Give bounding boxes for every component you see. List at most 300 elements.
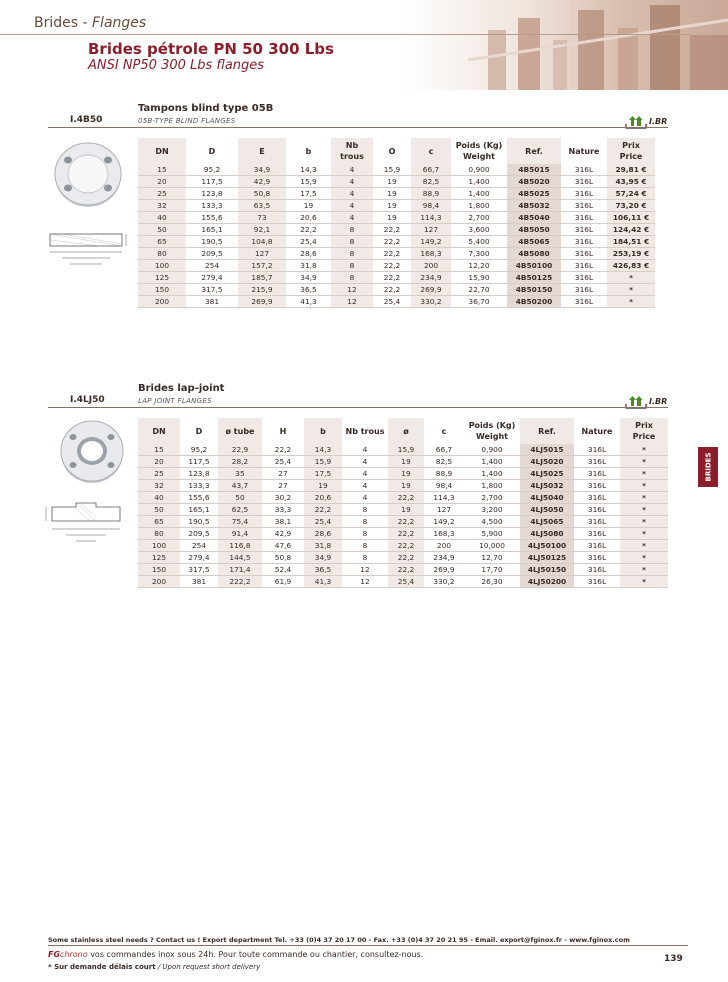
table-cell: 25,4 (286, 236, 331, 248)
table-cell: 123,8 (186, 188, 238, 200)
table-cell: 4LJ50100 (520, 540, 574, 552)
table-row (138, 200, 655, 212)
table-cell: * (620, 516, 668, 528)
table-cell: 34,9 (238, 164, 286, 176)
table-cell: 42,9 (262, 528, 304, 540)
table-cell: 317,5 (186, 284, 238, 296)
table-cell: 19 (286, 200, 331, 212)
table-cell: 4LJ5020 (520, 456, 574, 468)
table-cell: 22,2 (388, 516, 424, 528)
table-cell: 8 (331, 236, 373, 248)
table-cell: * (620, 444, 668, 456)
table-cell: 316L (561, 284, 607, 296)
table-cell: 4B5020 (507, 176, 561, 188)
table-row (138, 504, 668, 516)
table-cell: 165,1 (180, 504, 218, 516)
delivery-note: * Sur demande délais court / Upon request short delivery (48, 963, 261, 971)
table-cell: 15,9 (286, 176, 331, 188)
table-cell: 27 (262, 480, 304, 492)
table-cell: 14,3 (286, 164, 331, 176)
table-cell: 22,2 (373, 284, 411, 296)
table-row (138, 456, 668, 468)
table-cell: 4B5050 (507, 224, 561, 236)
table-cell: 4 (342, 444, 388, 456)
table-cell: 10,000 (464, 540, 520, 552)
column-header: c (411, 138, 451, 164)
table-row (138, 164, 655, 176)
table-cell: 316L (561, 248, 607, 260)
table-row (138, 480, 668, 492)
table-cell: 279,4 (186, 272, 238, 284)
table-cell: 40 (138, 492, 180, 504)
table-cell: 125 (138, 552, 180, 564)
table-cell: 88,9 (411, 188, 451, 200)
table-cell: 15,9 (388, 444, 424, 456)
table-cell: 200 (424, 540, 464, 552)
table-cell: 28,6 (286, 248, 331, 260)
lap-joint-flange-photo (58, 417, 126, 485)
table-cell: 254 (186, 260, 238, 272)
table-cell: 15,9 (304, 456, 342, 468)
table-cell: 106,11 € (607, 212, 655, 224)
table-cell: 4 (342, 492, 388, 504)
table-cell: 22,2 (388, 540, 424, 552)
table-cell: 133,3 (180, 480, 218, 492)
table-cell: 22,2 (286, 224, 331, 236)
table-cell: 123,8 (180, 468, 218, 480)
table-cell: * (620, 504, 668, 516)
table-cell: 316L (561, 236, 607, 248)
column-header: ø tube (218, 418, 262, 444)
column-header: O (388, 146, 396, 156)
table-cell: 316L (574, 468, 620, 480)
table-cell: 127 (238, 248, 286, 260)
table-cell: 200 (411, 260, 451, 272)
table-cell: 190,5 (186, 236, 238, 248)
table-cell: 316L (574, 492, 620, 504)
table-cell: 149,2 (411, 236, 451, 248)
table-cell: 98,4 (411, 200, 451, 212)
table-cell: 12 (342, 564, 388, 576)
table-cell: 25,4 (262, 456, 304, 468)
table-cell: 269,9 (411, 284, 451, 296)
table-cell: 4LJ5015 (520, 444, 574, 456)
table-cell: 73 (238, 212, 286, 224)
table-row (138, 468, 668, 480)
table-cell: 190,5 (180, 516, 218, 528)
table-cell: 50,8 (238, 188, 286, 200)
table-cell: 184,51 € (607, 236, 655, 248)
table-cell: 209,5 (180, 528, 218, 540)
table-cell: 253,19 € (607, 248, 655, 260)
table-cell: 88,9 (424, 468, 464, 480)
table-cell: 22,2 (388, 552, 424, 564)
table-cell: 127 (411, 224, 451, 236)
table-cell: 19 (388, 456, 424, 468)
table-cell: 381 (186, 296, 238, 308)
table-cell: 22,2 (373, 236, 411, 248)
table-cell: 22,2 (262, 444, 304, 456)
side-tab-brides[interactable]: BRIDES (698, 447, 718, 487)
table-cell: 4LJ50200 (520, 576, 574, 588)
table-cell: 4 (331, 200, 373, 212)
table-cell: 100 (138, 260, 186, 272)
table-cell: 22,2 (388, 528, 424, 540)
table-cell: 22,2 (388, 492, 424, 504)
table-cell: 269,9 (238, 296, 286, 308)
table-cell: 171,4 (218, 564, 262, 576)
table-cell: 8 (331, 224, 373, 236)
table-cell: 57,24 € (607, 188, 655, 200)
table-cell: 34,9 (286, 272, 331, 284)
table-cell: 1,800 (451, 200, 507, 212)
table-cell: 1,800 (464, 480, 520, 492)
table-cell: 12 (331, 296, 373, 308)
table-cell: 4B5015 (507, 164, 561, 176)
table-cell: * (620, 552, 668, 564)
table-cell: 4B50125 (507, 272, 561, 284)
table-cell: 124,42 € (607, 224, 655, 236)
table-row (138, 224, 655, 236)
table-cell: * (607, 296, 655, 308)
table-cell: 316L (561, 224, 607, 236)
table-cell: 316L (574, 516, 620, 528)
column-header: b (304, 418, 342, 444)
table-cell: 50 (218, 492, 262, 504)
table-cell: 316L (561, 260, 607, 272)
table-cell: 316L (561, 176, 607, 188)
table-cell: 127 (424, 504, 464, 516)
table-cell: 4LJ5025 (520, 468, 574, 480)
fgchrono-logo: FGchrono (48, 950, 88, 959)
table-cell: 22,2 (304, 504, 342, 516)
table-cell: 150 (138, 564, 180, 576)
table-cell: 316L (561, 188, 607, 200)
table-cell: 36,5 (286, 284, 331, 296)
footer-rule (48, 945, 688, 946)
table-cell: 114,3 (411, 212, 451, 224)
table-cell: 19 (373, 200, 411, 212)
blind-flanges-table (138, 138, 655, 308)
table-cell: 185,7 (238, 272, 286, 284)
table-cell: 3,200 (464, 504, 520, 516)
table-cell: 316L (561, 296, 607, 308)
table-cell: 42,9 (238, 176, 286, 188)
table-cell: 279,4 (180, 552, 218, 564)
table-cell: 426,83 € (607, 260, 655, 272)
column-header: Poids (Kg) Weight (455, 141, 503, 161)
table-cell: 50 (138, 504, 180, 516)
table-cell: 200 (138, 296, 186, 308)
table-cell: 150 (138, 284, 186, 296)
section1-code: I.4B50 (70, 115, 103, 125)
table-cell: 0,900 (451, 164, 507, 176)
table-cell: 8 (342, 516, 388, 528)
table-cell: 316L (561, 164, 607, 176)
page-subtitle: ANSI NP50 300 Lbs flanges (88, 58, 265, 73)
table-cell: 316L (574, 504, 620, 516)
section2-badge: I.BR (625, 394, 669, 408)
table-cell: 41,3 (304, 576, 342, 588)
section2-code: I.4LJ50 (70, 395, 105, 405)
table-cell: 30,2 (262, 492, 304, 504)
page-number: 139 (664, 954, 683, 964)
column-header: D (208, 146, 216, 156)
table-cell: 4LJ50150 (520, 564, 574, 576)
table-cell: 47,6 (262, 540, 304, 552)
table-cell: 316L (561, 212, 607, 224)
section1-rule (48, 127, 668, 128)
table-cell: 117,5 (180, 456, 218, 468)
table-cell: 330,2 (411, 296, 451, 308)
table-cell: 4B50150 (507, 284, 561, 296)
table-cell: 5,900 (464, 528, 520, 540)
table-cell: 4B5025 (507, 188, 561, 200)
table-cell: 28,2 (218, 456, 262, 468)
table-cell: 8 (331, 272, 373, 284)
table-cell: 36,70 (451, 296, 507, 308)
table-cell: 22,70 (451, 284, 507, 296)
table-cell: 4LJ50125 (520, 552, 574, 564)
table-cell: 41,3 (286, 296, 331, 308)
table-cell: 12,20 (451, 260, 507, 272)
table-cell: 381 (180, 576, 218, 588)
table-cell: 200 (138, 576, 180, 588)
column-header: Nb trous (331, 138, 373, 164)
table-cell: 316L (574, 456, 620, 468)
column-header: Prix Price (607, 138, 655, 164)
table-cell: 125 (138, 272, 186, 284)
table-cell: 95,2 (180, 444, 218, 456)
table-cell: 4LJ5050 (520, 504, 574, 516)
table-cell: 114,3 (424, 492, 464, 504)
table-cell: 52,4 (262, 564, 304, 576)
table-row (138, 176, 655, 188)
table-cell: 32 (138, 480, 180, 492)
blind-flange-drawing (40, 222, 132, 270)
table-cell: 28,6 (304, 528, 342, 540)
table-row (138, 552, 668, 564)
table-cell: 73,20 € (607, 200, 655, 212)
table-cell: * (620, 456, 668, 468)
table-row (138, 492, 668, 504)
table-cell: 4B50100 (507, 260, 561, 272)
table-cell: 75,4 (218, 516, 262, 528)
table-cell: 4 (342, 468, 388, 480)
section2-title: Brides lap-joint (138, 383, 225, 394)
table-cell: 1,400 (464, 468, 520, 480)
table-cell: 92,1 (238, 224, 286, 236)
table-cell: 50,8 (262, 552, 304, 564)
table-cell: 4LJ5080 (520, 528, 574, 540)
table-cell: 4B5080 (507, 248, 561, 260)
table-cell: 8 (331, 260, 373, 272)
table-cell: 66,7 (411, 164, 451, 176)
table-row (138, 528, 668, 540)
table-cell: 50 (138, 224, 186, 236)
table-cell: 25 (138, 188, 186, 200)
column-header: Nb trous (345, 426, 385, 436)
table-cell: 269,9 (424, 564, 464, 576)
table-cell: 14,3 (304, 444, 342, 456)
table-cell: 209,5 (186, 248, 238, 260)
table-cell: 20,6 (286, 212, 331, 224)
table-cell: 4B5032 (507, 200, 561, 212)
table-cell: 22,2 (373, 260, 411, 272)
column-header: D (195, 426, 203, 436)
table-cell: 38,1 (262, 516, 304, 528)
table-cell: 19 (373, 212, 411, 224)
table-cell: 4B50200 (507, 296, 561, 308)
table-cell: 29,81 € (607, 164, 655, 176)
table-cell: 8 (342, 528, 388, 540)
table-cell: 316L (561, 272, 607, 284)
table-cell: 27 (262, 468, 304, 480)
table-cell: 4B5040 (507, 212, 561, 224)
table-cell: 80 (138, 248, 186, 260)
table-cell: 31,8 (286, 260, 331, 272)
table-cell: * (620, 540, 668, 552)
table-cell: 12 (331, 284, 373, 296)
table-cell: 8 (331, 248, 373, 260)
table-cell: 17,5 (286, 188, 331, 200)
column-header: ø (388, 418, 424, 444)
table-cell: 65 (138, 516, 180, 528)
table-cell: 155,6 (180, 492, 218, 504)
table-row (138, 564, 668, 576)
table-cell: 149,2 (424, 516, 464, 528)
section2-rule (48, 407, 668, 408)
table-cell: 104,8 (238, 236, 286, 248)
table-cell: 31,8 (304, 540, 342, 552)
column-header: H (279, 426, 287, 436)
column-header: Ref. (520, 418, 574, 444)
table-cell: 0,900 (464, 444, 520, 456)
table-cell: 22,2 (373, 248, 411, 260)
table-cell: 234,9 (411, 272, 451, 284)
table-cell: 116,8 (218, 540, 262, 552)
page-title: Brides pétrole PN 50 300 Lbs (88, 40, 334, 58)
table-row (138, 576, 668, 588)
table-cell: 17,70 (464, 564, 520, 576)
table-cell: 117,5 (186, 176, 238, 188)
table-cell: 35 (218, 468, 262, 480)
section1-subtitle: 05B-TYPE BLIND FLANGES (138, 117, 236, 125)
column-header: c (441, 426, 447, 436)
table-cell: 144,5 (218, 552, 262, 564)
blind-flange-photo (52, 138, 124, 210)
table-cell: 20 (138, 176, 186, 188)
page-header (0, 0, 728, 90)
table-cell: 5,400 (451, 236, 507, 248)
table-cell: 4 (342, 480, 388, 492)
section2-subtitle: LAP JOINT FLANGES (138, 397, 212, 405)
table-cell: 4LJ5040 (520, 492, 574, 504)
table-cell: 25,4 (304, 516, 342, 528)
table-cell: 316L (574, 480, 620, 492)
column-header: b (305, 146, 312, 156)
table-cell: * (607, 272, 655, 284)
table-cell: 15,9 (373, 164, 411, 176)
table-cell: 66,7 (424, 444, 464, 456)
table-cell: 34,9 (304, 552, 342, 564)
table-cell: 316L (574, 552, 620, 564)
table-cell: 316L (561, 200, 607, 212)
table-cell: 26,30 (464, 576, 520, 588)
table-cell: 4,500 (464, 516, 520, 528)
table-row (138, 516, 668, 528)
table-cell: 168,3 (424, 528, 464, 540)
table-cell: 19 (373, 188, 411, 200)
table-cell: 19 (373, 176, 411, 188)
table-cell: 222,2 (218, 576, 262, 588)
table-cell: 32 (138, 200, 186, 212)
column-header: Poids (Kg) Weight (468, 421, 516, 441)
table-cell: 82,5 (424, 456, 464, 468)
table-cell: 15 (138, 444, 180, 456)
table-cell: 95,2 (186, 164, 238, 176)
column-header: DN (138, 418, 180, 444)
table-cell: 316L (574, 540, 620, 552)
lap-joint-flange-drawing (40, 495, 132, 547)
table-cell: 15,90 (451, 272, 507, 284)
table-cell: 63,5 (238, 200, 286, 212)
table-cell: * (620, 564, 668, 576)
table-cell: 4 (342, 456, 388, 468)
table-row (138, 272, 655, 284)
table-cell: 165,1 (186, 224, 238, 236)
table-cell: 155,6 (186, 212, 238, 224)
table-cell: 19 (304, 480, 342, 492)
column-header: Prix Price (620, 418, 668, 444)
promo-line: FGchrono vos commandes inox sous 24h. Pour toute commande ou chantier, consultez-nous. (48, 950, 424, 959)
table-cell: 80 (138, 528, 180, 540)
table-cell: 22,2 (388, 564, 424, 576)
table-row (138, 444, 668, 456)
table-cell: 2,700 (451, 212, 507, 224)
table-cell: 61,9 (262, 576, 304, 588)
table-row (138, 236, 655, 248)
column-header: E (238, 138, 286, 164)
table-row (138, 284, 655, 296)
category-label: Brides - Flanges (34, 15, 147, 31)
table-cell: * (620, 528, 668, 540)
table-cell: 7,300 (451, 248, 507, 260)
table-cell: * (607, 284, 655, 296)
table-cell: 19 (388, 468, 424, 480)
table-cell: 4B5065 (507, 236, 561, 248)
table-cell: 1,400 (451, 176, 507, 188)
table-cell: 3,600 (451, 224, 507, 236)
table-cell: * (620, 468, 668, 480)
table-cell: 157,2 (238, 260, 286, 272)
table-cell: 19 (388, 480, 424, 492)
table-cell: 133,3 (186, 200, 238, 212)
table-row (138, 212, 655, 224)
table-cell: * (620, 480, 668, 492)
table-cell: 4 (331, 188, 373, 200)
table-row (138, 188, 655, 200)
column-header: Nature (568, 146, 600, 156)
table-cell: 8 (342, 552, 388, 564)
table-row (138, 540, 668, 552)
table-cell: 22,9 (218, 444, 262, 456)
table-cell: 82,5 (411, 176, 451, 188)
table-cell: 43,7 (218, 480, 262, 492)
table-cell: 234,9 (424, 552, 464, 564)
table-cell: 330,2 (424, 576, 464, 588)
table-cell: 20,6 (304, 492, 342, 504)
